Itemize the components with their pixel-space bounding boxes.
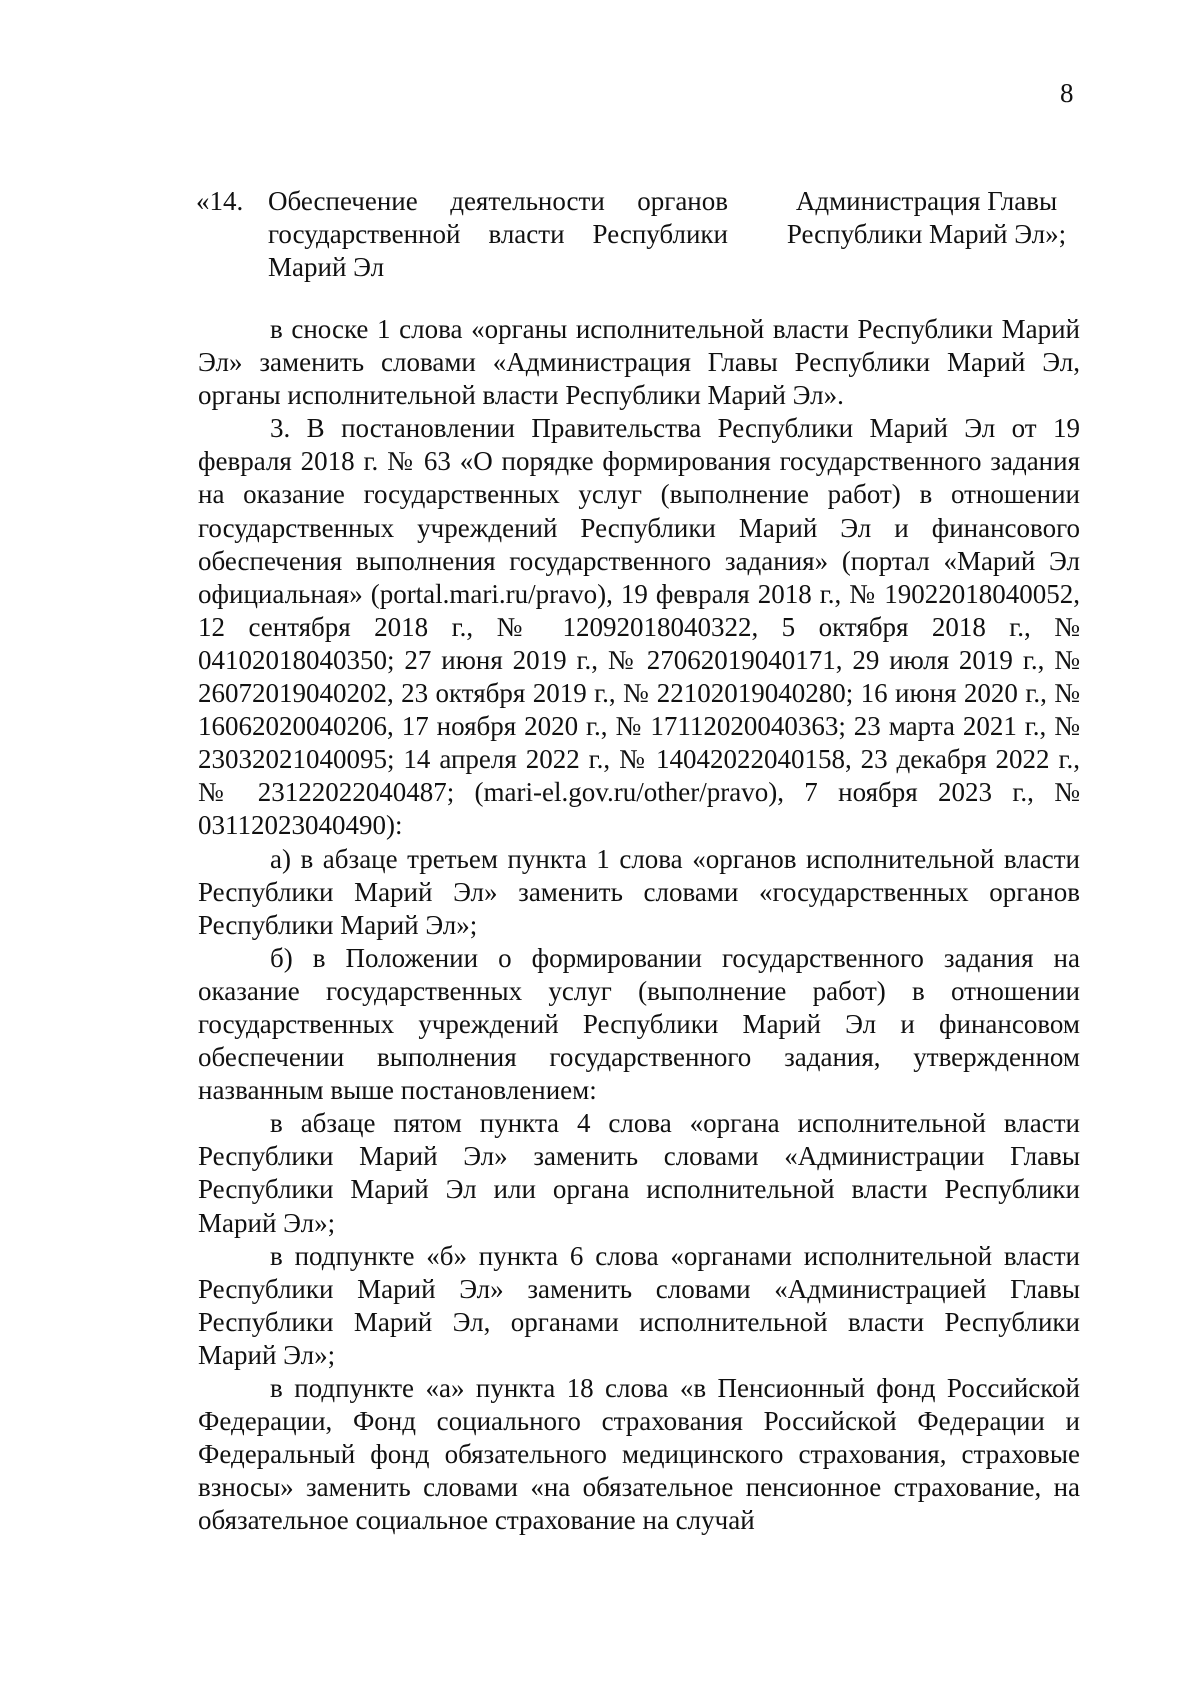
document-body — [198, 313, 1080, 1537]
paragraph-item-3: 3. В постановлении Правительства Республики Марий Эл от 19 февраля 2018 г. № 63 «О порядке формирования государственного задания на оказание государственных услуг (выполнение работ) в отношении государственных учреждений Республики Марий Эл и финансового обеспечения выполнения государственного задания» (портал «Марий Эл официальная» (portal.mari.ru/pravo), 19 февраля 2018 г., № 19022018040052, 12 сентября 2018 г., № 12092018040322, 5 октября 2018 г., № 04102018040350; 27 июня 2019 г., № 27062019040171, 29 июля 2019 г., № 26072019040202, 23 октября 2019 г., № 22102019040280; 16 июня 2020 г., № 16062020040206, 17 ноября 2020 г., № 17112020040363; 23 марта 2021 г., № 23032021040095; 14 апреля 2022 г., № 14042022040158, 23 декабря 2022 г., № 23122022040487; (mari-el.gov.ru/other/pravo), 7 ноября 2023 г., № 03112023040490): — [198, 413, 1080, 841]
paragraph-point-4: в абзаце пятом пункта 4 слова «органа исполнительной власти Республики Марий Эл» заменить словами «Администрации Главы Республики Марий Эл или органа исполнительной власти Республики Марий Эл»; — [198, 1108, 1080, 1238]
row-name — [268, 185, 728, 284]
table-row — [196, 185, 1086, 285]
paragraph-footnote: в сноске 1 слова «органы исполнительной власти Республики Марий Эл» заменить словами «Администрация Главы Республики Марий Эл, органы исполнительной власти Республики Марий Эл». — [198, 314, 1080, 411]
paragraph-point-6: в подпункте «б» пункта 6 слова «органами исполнительной власти Республики Марий Эл» заменить словами «Администрацией Главы Республики Марий Эл, органами исполнительной власти Республики Марий Эл»; — [198, 1240, 1080, 1370]
row-responsible: Администрация Главы Республики Марий Эл»; — [786, 186, 1067, 249]
paragraph-point-18: в подпункте «а» пункта 18 слова «в Пенсионный фонд Российской Федерации, Фонд социального страхования Российской Федерации и Федеральный фонд обязательного медицинского страхования, страховые взносы» заменить словами «на обязательное пенсионное страхование, на обязательное социальное страхование на случай — [198, 1373, 1080, 1536]
row-name-line-3: Марий Эл — [268, 252, 385, 282]
row-name-line-1: Обеспечение деятельности органов — [268, 186, 728, 216]
row-name-line-2: государственной власти Республики — [268, 219, 728, 249]
page-number: 8 — [1060, 78, 1074, 108]
row-number: «14. — [196, 186, 244, 216]
paragraph-subitem-a: а) в абзаце третьем пункта 1 слова «органов исполнительной власти Республики Марий Эл» заменить словами «государственных органов Республики Марий Эл»; — [198, 843, 1080, 940]
paragraph-subitem-b: б) в Положении о формировании государственного задания на оказание государственных услуг (выполнение работ) в отношении государственных учреждений Республики Марий Эл и финансовом обеспечении выполнения государственного задания, утвержденном названным выше постановлением: — [198, 942, 1080, 1106]
